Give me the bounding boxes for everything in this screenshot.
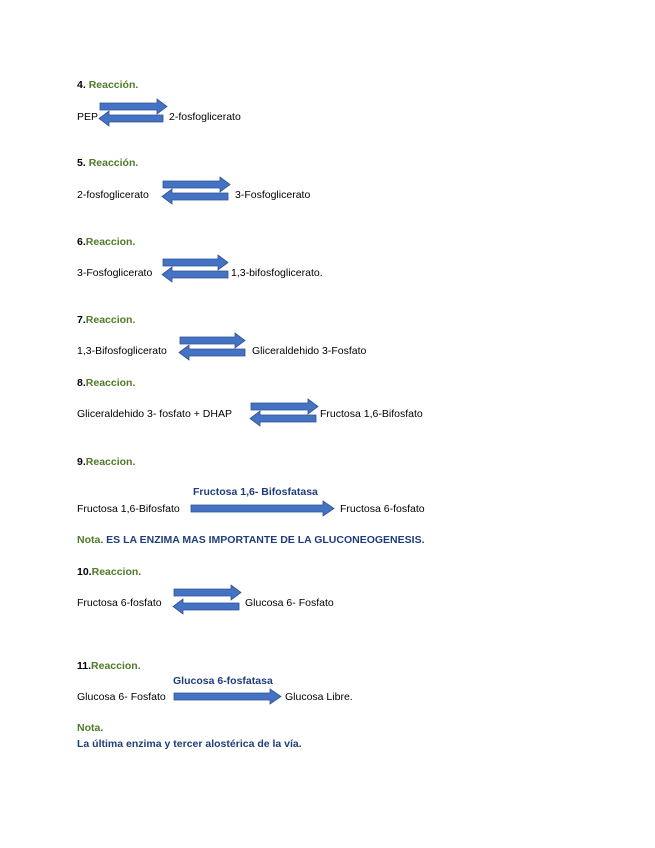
reaction-number: 4. [77, 79, 86, 91]
reversible-arrow-icon [171, 584, 246, 618]
reaction-title: Reaccion. [91, 660, 141, 672]
reaction-8-product: Fructosa 1,6-Bifosfato [320, 408, 423, 420]
reaction-7-heading [77, 314, 135, 326]
reaction-10-heading [77, 566, 141, 578]
reaction-number: 8. [77, 377, 86, 389]
reaction-title: Reaccion. [85, 314, 136, 326]
reaction-title: Reaccion. [91, 566, 142, 578]
reaction-10-substrate: Fructosa 6-fosfato [77, 597, 162, 609]
reversible-arrow-icon [160, 176, 235, 208]
reaction-11-product: Glucosa Libre. [285, 691, 353, 703]
reaction-4-product: 2-fosfoglicerato [169, 111, 241, 123]
reaction-number: 11. [77, 660, 92, 672]
forward-arrow-icon [173, 689, 288, 707]
reaction-4-substrate: PEP [77, 111, 99, 123]
reversible-arrow-icon [160, 254, 235, 286]
reaction-4-heading [77, 79, 138, 91]
reaction-11-heading [77, 660, 141, 672]
reaction-11-substrate: Glucosa 6- Fosfato [77, 691, 166, 703]
reaction-5-substrate: 2-fosfoglicerato [77, 189, 149, 201]
reaction-5-heading [77, 157, 138, 169]
reversible-arrow-icon [97, 98, 172, 130]
reaction-title: Reaccion. [85, 236, 136, 248]
reaction-6-product: 1,3-bifosfoglicerato. [231, 267, 323, 279]
note-label: Nota. [77, 534, 104, 546]
reaction-number: 6. [77, 236, 86, 248]
reaction-7-substrate: 1,3-Bifosfoglicerato [77, 345, 167, 357]
reaction-6-heading [77, 236, 135, 248]
reaction-number: 7. [77, 314, 86, 326]
reaction-9-substrate: Fructosa 1,6-Bifosfato [77, 503, 180, 515]
reaction-title: Reacción. [88, 79, 139, 91]
reversible-arrow-icon [177, 332, 252, 364]
note-text: ES LA ENZIMA MAS IMPORTANTE DE LA GLUCONEOGENESIS. [106, 534, 425, 546]
reaction-8-substrate: Gliceraldehido 3- fosfato + DHAP [77, 408, 232, 420]
reaction-9-heading [77, 456, 135, 468]
reaction-number: 5. [77, 157, 86, 169]
reaction-5-product: 3-Fosfoglicerato [235, 189, 311, 201]
reaction-title: Reaccion. [85, 456, 136, 468]
reaction-title: Reacción. [88, 157, 139, 169]
reaction-10-product: Glucosa 6- Fosfato [245, 597, 334, 609]
reaction-title: Reaccion. [85, 377, 136, 389]
reaction-number: 9. [77, 456, 86, 468]
reaction-number: 10. [77, 566, 92, 578]
reaction-7-product: Gliceraldehido 3-Fosfato [252, 345, 367, 357]
reversible-arrow-icon [248, 398, 323, 430]
note-2-text: La última enzima y tercer alostérica de la vía. [77, 738, 302, 750]
reaction-8-heading [77, 377, 135, 389]
note-2-label: Nota. [77, 722, 104, 734]
reaction-9-product: Fructosa 6-fosfato [340, 503, 425, 515]
reaction-6-substrate: 3-Fosfoglicerato [77, 267, 153, 279]
reaction-9-enzyme: Fructosa 1,6- Bifosfatasa [193, 486, 318, 498]
note-1 [77, 534, 425, 546]
reaction-11-enzyme: Glucosa 6-fosfatasa [173, 675, 273, 687]
forward-arrow-icon [190, 501, 340, 519]
